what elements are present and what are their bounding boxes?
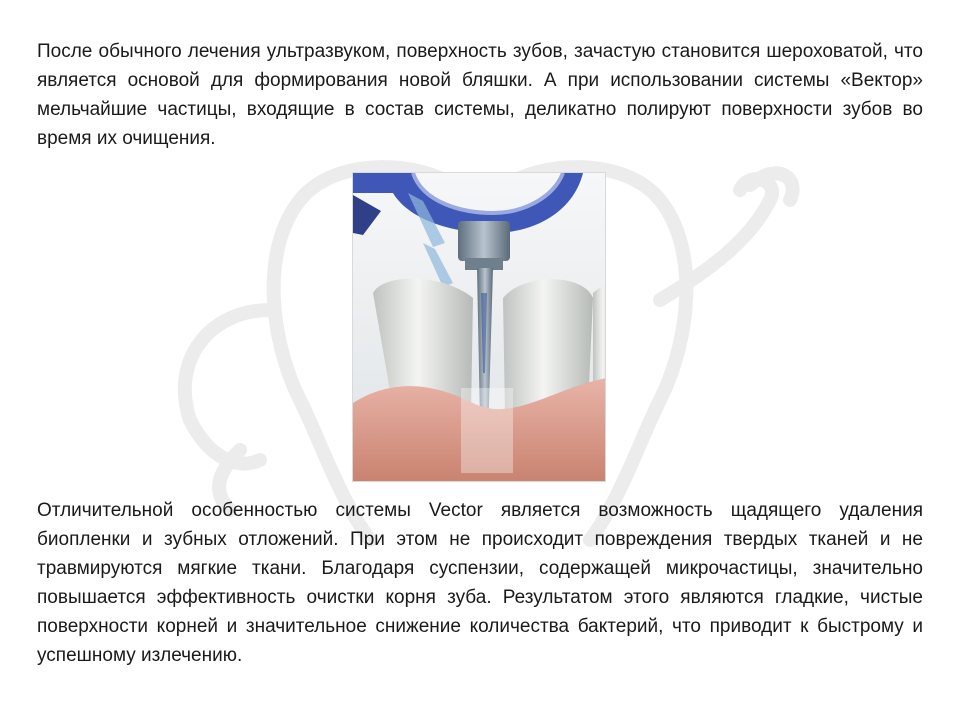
dental-illustration xyxy=(352,172,606,482)
intro-paragraph: После обычного лечения ультразвуком, поверхность зубов, зачастую становится шероховатой, что является основой для формирования новой бляшки. А при использовании системы «Вектор» мельчайшие частицы, входящие в состав системы, деликатно полируют поверхности зубов во время их очищения. xyxy=(37,41,923,149)
vector-features-paragraph: Отличительной особенностью системы Vector является возможность щадящего удаления биопленки и зубных отложений. При этом не происходит повреждения твердых тканей и не травмируются мягкие ткани. Благодаря суспензии, содержащей микрочастицы, значительно повышается эффективность очистки корня зуба. Результатом этого являются гладкие, чистые поверхности корней и значительное снижение количества бактерий, что приводит к быстрому и успешному излечению. xyxy=(37,500,923,666)
